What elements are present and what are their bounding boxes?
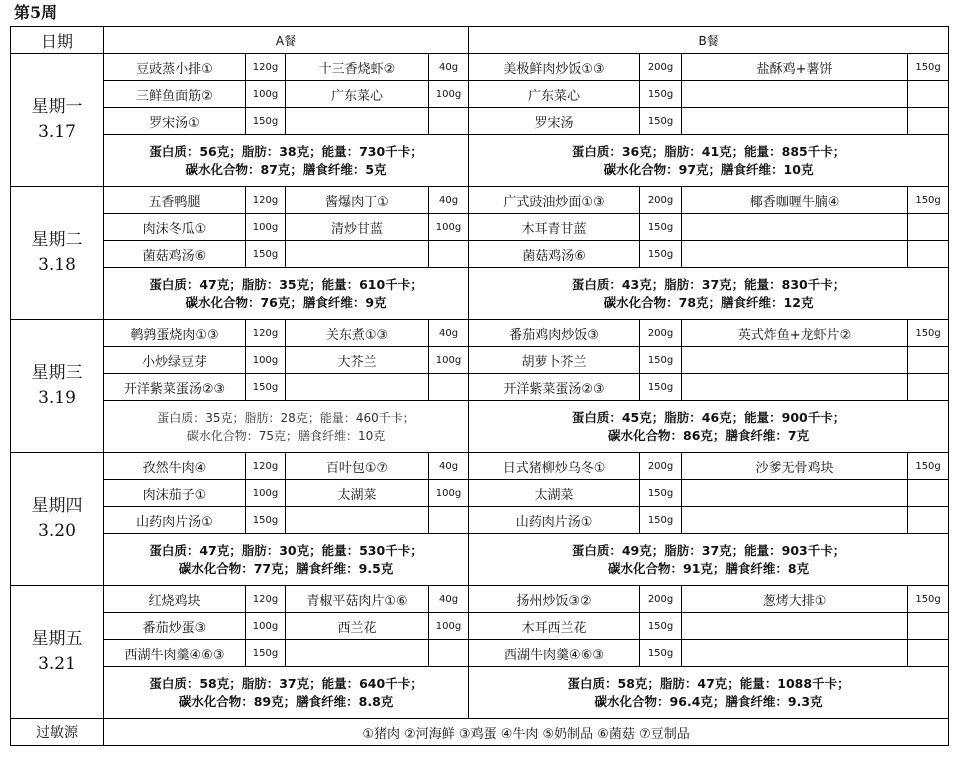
nutrition-a-cell: [104, 135, 469, 187]
nutrition-b-cell: [469, 268, 949, 320]
dish-row: [11, 81, 949, 108]
portion-cell: [908, 507, 949, 534]
dish-cell: 沙爹无骨鸡块: [682, 453, 908, 480]
nutrition-a-cell: [104, 401, 469, 453]
dish-cell: [286, 108, 429, 135]
nutrition-line: 蛋白质：58克；脂肪：47克；能量：1088千卡；: [567, 675, 850, 691]
header-plan-b: B餐: [469, 27, 949, 54]
nutrition-line: 蛋白质：35克；脂肪：28克；能量：460千卡；: [157, 410, 415, 425]
page-title: 第5周: [14, 3, 58, 22]
date-label: 3.18: [38, 255, 76, 275]
portion-cell: 120g: [246, 586, 286, 613]
nutrition-line: 碳水化合物：96.4克；膳食纤维：9.3克: [594, 693, 823, 709]
portion-cell: 200g: [640, 586, 682, 613]
dish-cell: 开洋紫菜蛋汤②③: [469, 374, 640, 401]
dish-cell: [682, 374, 908, 401]
nutrition-row: [11, 534, 949, 586]
dish-cell: 广东菜心: [469, 81, 640, 108]
dish-cell: 日式猪柳炒乌冬①: [469, 453, 640, 480]
portion-cell: [908, 640, 949, 667]
dish-cell: 西湖牛肉羹④⑥③: [104, 640, 246, 667]
dish-cell: 太湖菜: [286, 480, 429, 507]
dish-cell: 清炒甘蓝: [286, 214, 429, 241]
dish-cell: 广式豉油炒面①③: [469, 187, 640, 214]
dish-row: [11, 586, 949, 613]
portion-cell: 150g: [908, 54, 949, 81]
portion-cell: 100g: [429, 81, 469, 108]
dish-row: [11, 187, 949, 214]
portion-cell: 150g: [640, 347, 682, 374]
portion-cell: 150g: [908, 320, 949, 347]
portion-cell: 150g: [640, 613, 682, 640]
dish-cell: [682, 613, 908, 640]
portion-cell: 100g: [246, 613, 286, 640]
day-cell: [11, 453, 104, 586]
nutrition-b-cell: [469, 534, 949, 586]
dish-cell: 山药肉片汤①: [104, 507, 246, 534]
portion-cell: 200g: [640, 453, 682, 480]
portion-cell: [908, 613, 949, 640]
dish-cell: 十三香烧虾②: [286, 54, 429, 81]
dish-cell: [682, 480, 908, 507]
dish-cell: 葱烤大排①: [682, 586, 908, 613]
dish-cell: 开洋紫菜蛋汤②③: [104, 374, 246, 401]
dish-cell: 广东菜心: [286, 81, 429, 108]
portion-cell: 100g: [429, 613, 469, 640]
dish-cell: 山药肉片汤①: [469, 507, 640, 534]
portion-cell: 150g: [246, 507, 286, 534]
dish-cell: 盐酥鸡+薯饼: [682, 54, 908, 81]
date-label: 3.20: [38, 521, 76, 541]
dish-cell: 罗宋汤: [469, 108, 640, 135]
nutrition-line: 碳水化合物：77克；膳食纤维：9.5克: [178, 560, 394, 576]
dish-cell: 木耳青甘蓝: [469, 214, 640, 241]
portion-cell: [429, 108, 469, 135]
portion-cell: [908, 374, 949, 401]
dish-cell: 菌菇鸡汤⑥: [469, 241, 640, 268]
dish-cell: 英式炸鱼+龙虾片②: [682, 320, 908, 347]
nutrition-row: [11, 135, 949, 187]
dish-cell: 关东煮①③: [286, 320, 429, 347]
dish-row: [11, 108, 949, 135]
nutrition-line: 蛋白质：58克；脂肪：37克；能量：640千卡；: [149, 675, 423, 691]
nutrition-row: [11, 401, 949, 453]
dish-cell: 番茄炒蛋③: [104, 613, 246, 640]
portion-cell: 200g: [640, 187, 682, 214]
nutrition-line: 碳水化合物：89克；膳食纤维：8.8克: [178, 693, 394, 709]
dish-cell: 孜然牛肉④: [104, 453, 246, 480]
nutrition-a-cell: [104, 667, 469, 719]
dish-cell: 番茄鸡肉炒饭③: [469, 320, 640, 347]
portion-cell: 100g: [429, 480, 469, 507]
header-plan-a: A餐: [104, 27, 469, 54]
allergen-label: 过敏源: [11, 719, 104, 746]
nutrition-a-cell: [104, 534, 469, 586]
dish-row: [11, 640, 949, 667]
dish-cell: [682, 108, 908, 135]
portion-cell: 40g: [429, 453, 469, 480]
weekday-label: 星期四: [31, 496, 83, 516]
header-row: [11, 27, 949, 54]
nutrition-line: 碳水化合物：76克；膳食纤维：9克: [185, 294, 387, 310]
nutrition-line: 碳水化合物：78克；膳食纤维：12克: [603, 294, 814, 310]
dish-cell: 肉沫茄子①: [104, 480, 246, 507]
dish-cell: 菌菇鸡汤⑥: [104, 241, 246, 268]
dish-cell: 三鲜鱼面筋②: [104, 81, 246, 108]
portion-cell: 150g: [640, 241, 682, 268]
dish-row: [11, 347, 949, 374]
nutrition-line: 蛋白质：45克；脂肪：46克；能量：900千卡；: [571, 409, 846, 425]
portion-cell: 120g: [246, 320, 286, 347]
dish-row: [11, 320, 949, 347]
dish-cell: 大芥兰: [286, 347, 429, 374]
portion-cell: [429, 374, 469, 401]
portion-cell: 120g: [246, 54, 286, 81]
nutrition-line: 蛋白质：56克；脂肪：38克；能量：730千卡；: [149, 143, 423, 159]
portion-cell: 200g: [640, 54, 682, 81]
nutrition-b-cell: [469, 135, 949, 187]
nutrition-line: 碳水化合物：86克；膳食纤维：7克: [608, 427, 810, 443]
dish-cell: [286, 374, 429, 401]
weekday-label: 星期三: [31, 363, 83, 383]
portion-cell: [908, 214, 949, 241]
portion-cell: 150g: [640, 640, 682, 667]
portion-cell: [908, 241, 949, 268]
nutrition-b-cell: [469, 401, 949, 453]
portion-cell: 120g: [246, 453, 286, 480]
portion-cell: [429, 507, 469, 534]
dish-cell: 罗宋汤①: [104, 108, 246, 135]
portion-cell: 150g: [908, 187, 949, 214]
allergen-legend: ①猪肉 ②河海鲜 ③鸡蛋 ④牛肉 ⑤奶制品 ⑥菌菇 ⑦豆制品: [104, 719, 949, 746]
day-cell: [11, 586, 104, 719]
dish-cell: [682, 241, 908, 268]
portion-cell: 40g: [429, 54, 469, 81]
dish-cell: 肉沫冬瓜①: [104, 214, 246, 241]
nutrition-row: [11, 667, 949, 719]
date-label: 3.19: [38, 388, 76, 408]
portion-cell: 150g: [640, 81, 682, 108]
portion-cell: 150g: [908, 586, 949, 613]
portion-cell: [908, 108, 949, 135]
dish-cell: [682, 81, 908, 108]
dish-row: [11, 507, 949, 534]
date-label: 3.17: [38, 122, 76, 142]
portion-cell: 40g: [429, 586, 469, 613]
dish-row: [11, 54, 949, 81]
dish-cell: 小炒绿豆芽: [104, 347, 246, 374]
nutrition-line: 碳水化合物：87克；膳食纤维：5克: [185, 161, 387, 177]
dish-cell: 美极鲜肉炒饭①③: [469, 54, 640, 81]
dish-row: [11, 214, 949, 241]
portion-cell: 100g: [429, 347, 469, 374]
date-label: 3.21: [38, 654, 76, 674]
portion-cell: 200g: [640, 320, 682, 347]
nutrition-line: 碳水化合物：91克；膳食纤维：8克: [608, 560, 810, 576]
dish-row: [11, 613, 949, 640]
dish-cell: 木耳西兰花: [469, 613, 640, 640]
portion-cell: [908, 81, 949, 108]
day-cell: [11, 320, 104, 453]
portion-cell: 150g: [908, 453, 949, 480]
nutrition-a-cell: [104, 268, 469, 320]
portion-cell: 150g: [246, 640, 286, 667]
portion-cell: 150g: [640, 507, 682, 534]
dish-cell: 西湖牛肉羹④⑥③: [469, 640, 640, 667]
portion-cell: 100g: [246, 347, 286, 374]
nutrition-line: 碳水化合物：75克；膳食纤维：10克: [186, 428, 386, 443]
dish-cell: [682, 507, 908, 534]
portion-cell: 40g: [429, 187, 469, 214]
portion-cell: 150g: [640, 374, 682, 401]
dish-cell: 西兰花: [286, 613, 429, 640]
allergen-row: [11, 719, 949, 746]
nutrition-line: 蛋白质：43克；脂肪：37克；能量：830千卡；: [571, 276, 846, 292]
header-date: 日期: [11, 27, 104, 54]
portion-cell: 120g: [246, 187, 286, 214]
nutrition-line: 碳水化合物：97克；膳食纤维：10克: [603, 161, 814, 177]
portion-cell: 100g: [246, 480, 286, 507]
dish-cell: 豆豉蒸小排①: [104, 54, 246, 81]
dish-cell: [682, 640, 908, 667]
nutrition-line: 蛋白质：36克；脂肪：41克；能量：885千卡；: [571, 143, 846, 159]
nutrition-row: [11, 268, 949, 320]
dish-cell: [682, 347, 908, 374]
portion-cell: [429, 640, 469, 667]
portion-cell: 150g: [246, 241, 286, 268]
dish-row: [11, 374, 949, 401]
dish-cell: [682, 214, 908, 241]
dish-cell: 胡萝卜芥兰: [469, 347, 640, 374]
dish-cell: 百叶包①⑦: [286, 453, 429, 480]
day-cell: [11, 54, 104, 187]
dish-cell: 五香鸭腿: [104, 187, 246, 214]
portion-cell: 150g: [640, 480, 682, 507]
nutrition-line: 蛋白质：47克；脂肪：35克；能量：610千卡；: [149, 276, 423, 292]
dish-row: [11, 480, 949, 507]
day-cell: [11, 187, 104, 320]
weekday-label: 星期二: [31, 230, 83, 250]
portion-cell: 150g: [640, 214, 682, 241]
dish-row: [11, 241, 949, 268]
portion-cell: 100g: [429, 214, 469, 241]
dish-cell: 椰香咖喱牛腩④: [682, 187, 908, 214]
dish-cell: 酱爆肉丁①: [286, 187, 429, 214]
weekday-label: 星期五: [31, 629, 83, 649]
portion-cell: [908, 480, 949, 507]
nutrition-line: 蛋白质：47克；脂肪：30克；能量：530千卡；: [149, 542, 423, 558]
portion-cell: [908, 347, 949, 374]
portion-cell: 40g: [429, 320, 469, 347]
dish-cell: 红烧鸡块: [104, 586, 246, 613]
dish-cell: 扬州炒饭③②: [469, 586, 640, 613]
dish-cell: 鹌鹑蛋烧肉①③: [104, 320, 246, 347]
dish-cell: 太湖菜: [469, 480, 640, 507]
nutrition-line: 蛋白质：49克；脂肪：37克；能量：903千卡；: [571, 542, 846, 558]
dish-cell: [286, 507, 429, 534]
dish-row: [11, 453, 949, 480]
portion-cell: 100g: [246, 81, 286, 108]
dish-cell: [286, 640, 429, 667]
portion-cell: 100g: [246, 214, 286, 241]
portion-cell: 150g: [246, 374, 286, 401]
portion-cell: [429, 241, 469, 268]
menu-table: [10, 26, 949, 746]
nutrition-b-cell: [469, 667, 949, 719]
portion-cell: 150g: [246, 108, 286, 135]
dish-cell: 青椒平菇肉片①⑥: [286, 586, 429, 613]
portion-cell: 150g: [640, 108, 682, 135]
dish-cell: [286, 241, 429, 268]
weekday-label: 星期一: [31, 97, 83, 117]
